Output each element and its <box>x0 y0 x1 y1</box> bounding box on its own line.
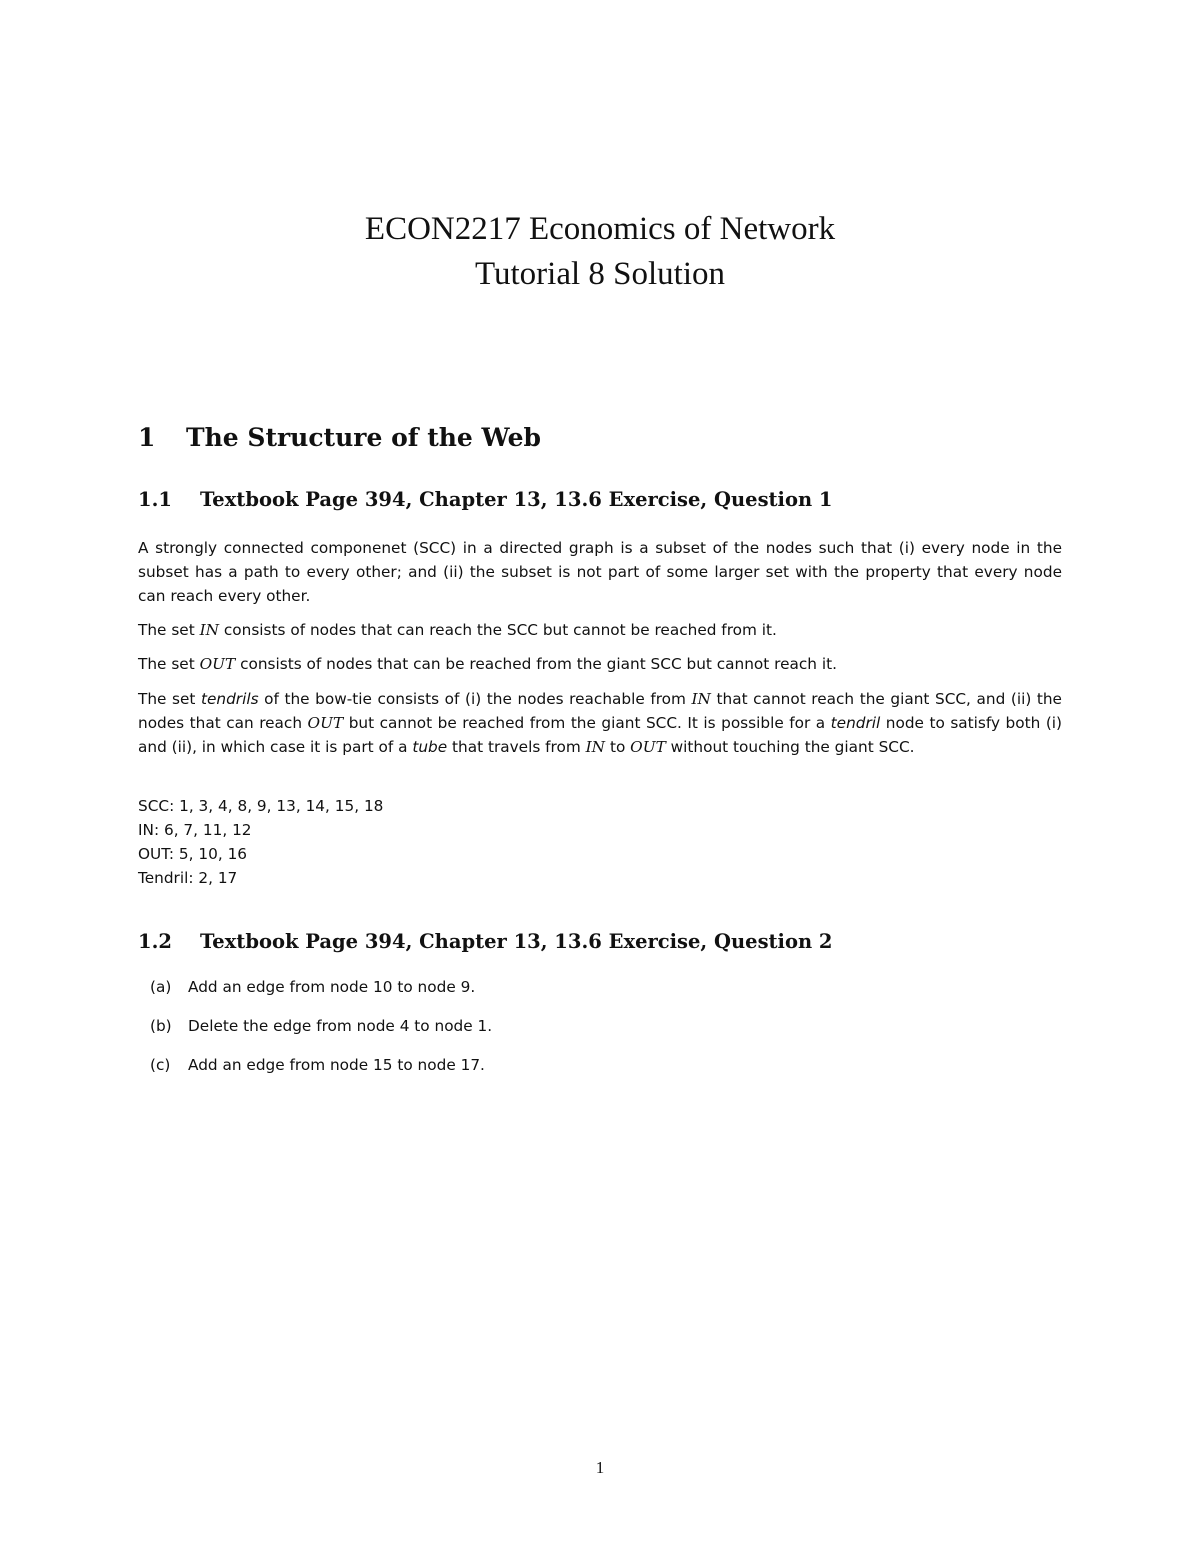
list-item-label: (a) <box>150 978 172 996</box>
subsection-heading-1-1 <box>138 486 833 514</box>
list-item <box>150 1053 1050 1077</box>
list-item-label: (b) <box>150 1017 172 1035</box>
paragraph-scc-definition: A strongly connected componenet (SCC) in a directed graph is a subset of the nodes such that (i) every node in the subset has a path to every other; and (ii) the subset is not part of some larger set with the property that every node can reach every other. <box>138 539 1062 605</box>
document-title <box>0 207 1200 297</box>
list-item <box>150 1014 1050 1038</box>
list-item-label: (c) <box>150 1056 171 1074</box>
emph-tendril: tendril <box>830 714 881 732</box>
text-run: consists of nodes that can be reached from the giant SCC but cannot reach it. <box>235 655 837 673</box>
emph-tendrils: tendrils <box>200 690 259 708</box>
math-in: IN <box>199 621 219 639</box>
answer-block <box>138 794 1062 890</box>
text-run: that travels from <box>447 738 586 756</box>
list-item-text: Add an edge from node 10 to node 9. <box>188 978 476 996</box>
subsection-title: Textbook Page 394, Chapter 13, 13.6 Exercise, Question 2 <box>200 930 833 953</box>
answer-out: OUT: 5, 10, 16 <box>138 845 248 863</box>
paragraph-out-definition <box>138 652 1062 676</box>
list-item <box>150 975 1050 999</box>
math-out: OUT <box>630 738 666 756</box>
math-in: IN <box>691 690 711 708</box>
subsection-number: 1.1 <box>138 488 172 511</box>
text-run: that cannot reach the giant SCC, and (ii) the nodes that can reach <box>138 690 1062 732</box>
math-in: IN <box>585 738 606 756</box>
text-run: The set <box>138 655 200 673</box>
page-number: 1 <box>595 1458 605 1477</box>
answer-scc: SCC: 1, 3, 4, 8, 9, 13, 14, 15, 18 <box>138 797 384 815</box>
paragraph-tendrils-definition <box>138 687 1062 759</box>
subsection-number: 1.2 <box>138 930 172 953</box>
subsection-heading-1-2 <box>138 928 833 956</box>
section-number: 1 <box>138 423 156 452</box>
paragraph-in-definition <box>138 618 1062 642</box>
section-title: The Structure of the Web <box>186 423 541 452</box>
title-line-2: Tutorial 8 Solution <box>475 256 725 292</box>
subsection-title: Textbook Page 394, Chapter 13, 13.6 Exercise, Question 1 <box>200 488 833 511</box>
text-run: without touching the giant SCC. <box>665 738 915 756</box>
math-out: OUT <box>199 655 236 673</box>
answer-in: IN: 6, 7, 11, 12 <box>138 821 252 839</box>
answer-list <box>150 975 1050 1092</box>
text-run: to <box>605 738 631 756</box>
title-line-1: ECON2217 Economics of Network <box>364 211 836 247</box>
text-run: The set <box>138 621 200 639</box>
math-out: OUT <box>307 714 344 732</box>
section-heading-1 <box>138 420 541 456</box>
emph-tube: tube <box>412 738 448 756</box>
text-run: The set <box>138 690 201 708</box>
text-run: consists of nodes that can reach the SCC but cannot be reached from it. <box>219 621 777 639</box>
answer-tendril: Tendril: 2, 17 <box>138 869 238 887</box>
text-run: but cannot be reached from the giant SCC. It is possible for a <box>343 714 831 732</box>
text-run: node to satisfy both (i) and (ii), in which case it is part of a <box>138 714 1062 756</box>
list-item-text: Add an edge from node 15 to node 17. <box>188 1056 485 1074</box>
text-run: of the bow-tie consists of (i) the nodes reachable from <box>258 690 692 708</box>
list-item-text: Delete the edge from node 4 to node 1. <box>188 1017 493 1035</box>
